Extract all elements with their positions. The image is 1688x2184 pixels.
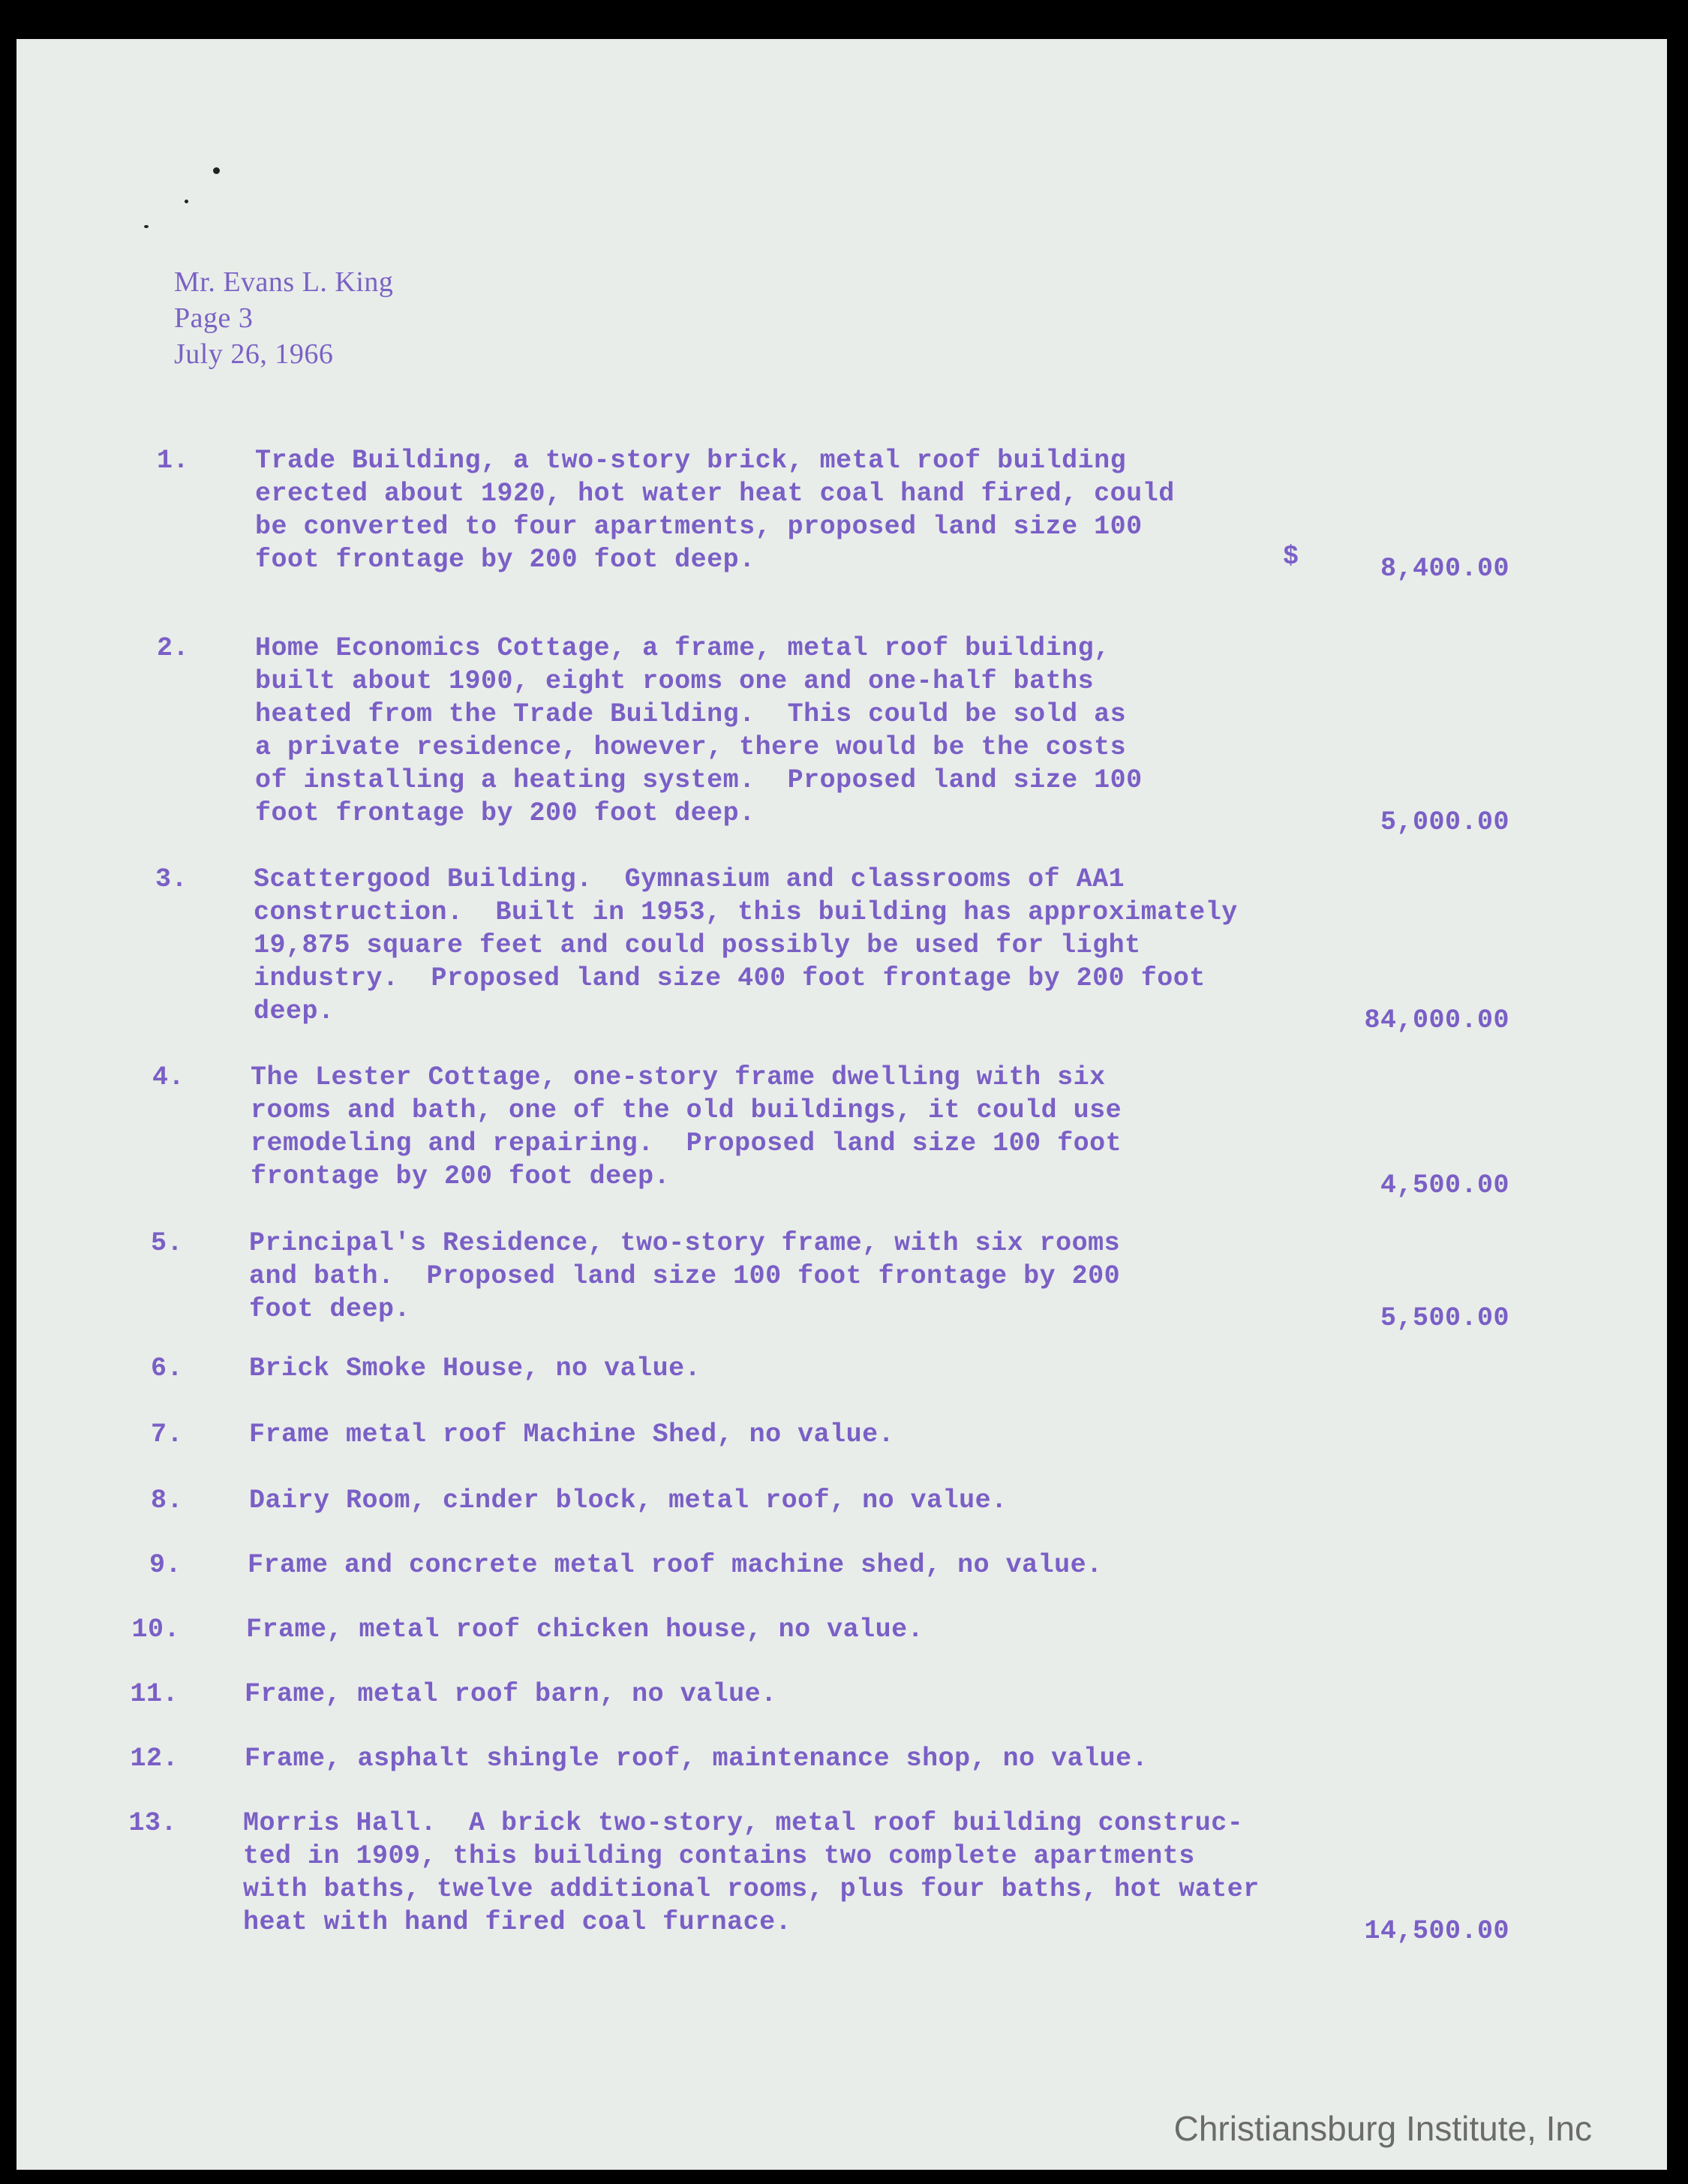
- currency-symbol: $: [1283, 542, 1299, 572]
- item-number: 3.: [155, 864, 188, 894]
- item-amount: 84,000.00: [1364, 1005, 1509, 1035]
- item-description-line: Home Economics Cottage, a frame, metal roof building,: [255, 633, 1110, 663]
- item-description-line: built about 1900, eight rooms one and one-half baths: [255, 666, 1095, 696]
- item-description-line: Morris Hall. A brick two-story, metal roof building construc-: [243, 1808, 1244, 1838]
- ink-speck: [213, 167, 220, 174]
- watermark: Christiansburg Institute, Inc: [1173, 2109, 1592, 2148]
- item-description-line: Dairy Room, cinder block, metal roof, no value.: [249, 1486, 1008, 1516]
- item-amount: 5,500.00: [1380, 1303, 1509, 1333]
- item-number: 6.: [150, 1353, 183, 1383]
- item-description-line: 19,875 square feet and could possibly be used for light: [254, 930, 1141, 960]
- item-description-line: frontage by 200 foot deep.: [251, 1161, 671, 1191]
- item-number: 7.: [150, 1419, 183, 1449]
- item-description-line: of installing a heating system. Proposed land size 100: [255, 765, 1143, 795]
- item-number: 10.: [131, 1615, 180, 1645]
- item-description-line: ted in 1909, this building contains two complete apartments: [243, 1841, 1195, 1871]
- item-description-line: Frame, metal roof chicken house, no value.: [246, 1615, 924, 1645]
- item-number: 4.: [152, 1062, 185, 1092]
- item-number: 11.: [130, 1679, 179, 1709]
- item-description-line: heat with hand fired coal furnace.: [243, 1907, 792, 1937]
- item-number: 13.: [128, 1808, 177, 1838]
- ink-speck: [144, 225, 149, 228]
- item-description-line: remodeling and repairing. Proposed land size 100 foot: [251, 1128, 1122, 1158]
- item-description-line: with baths, twelve additional rooms, plus four baths, hot water: [243, 1874, 1260, 1904]
- item-number: 5.: [150, 1228, 183, 1258]
- item-description-line: Frame metal roof Machine Shed, no value.: [249, 1419, 895, 1449]
- item-description-line: industry. Proposed land size 400 foot frontage by 200 foot: [254, 963, 1206, 993]
- letter-header: [174, 264, 393, 372]
- item-description-line: erected about 1920, hot water heat coal hand fired, could: [255, 479, 1175, 509]
- item-number: 9.: [149, 1550, 182, 1580]
- document-page: [17, 39, 1667, 2170]
- item-number: 1.: [156, 446, 189, 476]
- item-description-line: construction. Built in 1953, this building has approximately: [254, 897, 1238, 927]
- letter-date: July 26, 1966: [174, 338, 334, 370]
- item-description-line: foot frontage by 200 foot deep.: [255, 798, 755, 828]
- recipient-name: Mr. Evans L. King: [174, 266, 394, 298]
- item-amount: 5,000.00: [1380, 807, 1509, 837]
- item-description-line: a private residence, however, there would be the costs: [255, 732, 1127, 762]
- ink-speck: [185, 200, 188, 203]
- item-description-line: and bath. Proposed land size 100 foot frontage by 200: [249, 1261, 1121, 1291]
- item-description-line: rooms and bath, one of the old buildings, it could use: [251, 1095, 1122, 1125]
- item-description-line: Frame, asphalt shingle roof, maintenance shop, no value.: [245, 1744, 1149, 1774]
- item-number: 8.: [150, 1486, 183, 1516]
- item-description-line: Brick Smoke House, no value.: [249, 1353, 701, 1383]
- item-description-line: foot deep.: [249, 1294, 411, 1324]
- item-description-line: Scattergood Building. Gymnasium and classrooms of AA1: [254, 864, 1125, 894]
- item-number: 12.: [130, 1744, 179, 1774]
- item-description-line: be converted to four apartments, proposed land size 100: [255, 512, 1143, 542]
- item-description-line: Frame, metal roof barn, no value.: [245, 1679, 777, 1709]
- item-description-line: Frame and concrete metal roof machine shed, no value.: [248, 1550, 1103, 1580]
- item-description-line: deep.: [254, 996, 335, 1026]
- item-amount: 8,400.00: [1380, 554, 1509, 584]
- item-description-line: foot frontage by 200 foot deep.: [255, 545, 755, 575]
- item-description-line: heated from the Trade Building. This could be sold as: [255, 699, 1127, 729]
- page-number: Page 3: [174, 302, 254, 334]
- item-description-line: Principal's Residence, two-story frame, with six rooms: [249, 1228, 1121, 1258]
- item-description-line: The Lester Cottage, one-story frame dwelling with six: [251, 1062, 1106, 1092]
- item-amount: 14,500.00: [1364, 1916, 1509, 1946]
- item-amount: 4,500.00: [1380, 1170, 1509, 1200]
- item-number: 2.: [156, 633, 189, 663]
- item-description-line: Trade Building, a two-story brick, metal roof building: [255, 446, 1127, 476]
